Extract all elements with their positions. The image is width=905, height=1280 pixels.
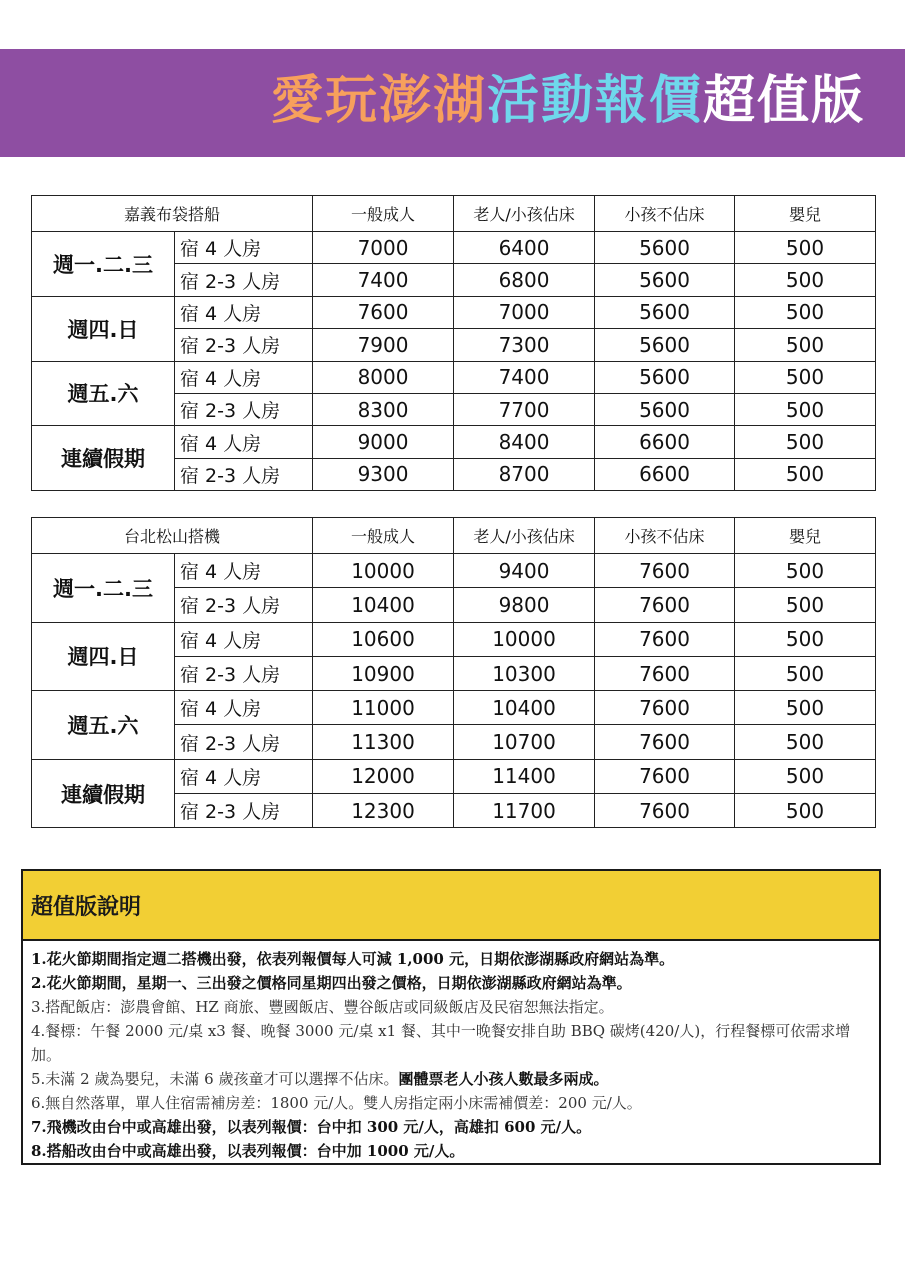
day-label: 週一.二.三 [32, 554, 175, 623]
table-row [32, 426, 876, 458]
note-item [31, 995, 871, 1019]
price-cell: 7900 [313, 329, 454, 361]
price-cell: 8000 [313, 361, 454, 393]
price-cell: 8300 [313, 393, 454, 425]
price-cell: 10000 [313, 554, 454, 588]
column-header: 一般成人 [313, 518, 454, 554]
table-row [32, 759, 876, 793]
price-cell: 500 [735, 691, 876, 725]
room-type: 宿 2-3 人房 [175, 329, 313, 361]
price-cell: 11400 [454, 759, 595, 793]
price-cell: 7700 [454, 393, 595, 425]
room-type: 宿 2-3 人房 [175, 458, 313, 490]
price-cell: 500 [735, 329, 876, 361]
price-cell: 11700 [454, 794, 595, 828]
price-cell: 8400 [454, 426, 595, 458]
price-cell: 12000 [313, 759, 454, 793]
price-cell: 7600 [595, 588, 735, 622]
column-header: 老人/小孩佔床 [454, 518, 595, 554]
notes-header: 超值版說明 [23, 871, 879, 941]
price-cell: 7600 [595, 794, 735, 828]
table-row [32, 296, 876, 328]
price-cell: 5600 [595, 361, 735, 393]
price-cell: 6600 [595, 426, 735, 458]
note-item [31, 1091, 871, 1115]
day-label: 週五.六 [32, 691, 175, 760]
price-cell: 11000 [313, 691, 454, 725]
title-part-3: 超值版 [702, 71, 865, 131]
price-cell: 10400 [454, 691, 595, 725]
price-cell: 7400 [313, 264, 454, 296]
price-cell: 10400 [313, 588, 454, 622]
price-cell: 10300 [454, 656, 595, 690]
column-header: 小孩不佔床 [595, 518, 735, 554]
room-type: 宿 2-3 人房 [175, 725, 313, 759]
room-type: 宿 4 人房 [175, 361, 313, 393]
room-type: 宿 4 人房 [175, 759, 313, 793]
page-title [271, 69, 865, 133]
column-header: 嬰兒 [735, 518, 876, 554]
table-header-row [32, 518, 876, 554]
price-cell: 12300 [313, 794, 454, 828]
room-type: 宿 2-3 人房 [175, 588, 313, 622]
price-cell: 10000 [454, 622, 595, 656]
price-cell: 10700 [454, 725, 595, 759]
table-row [32, 691, 876, 725]
day-label: 連續假期 [32, 759, 175, 828]
room-type: 宿 2-3 人房 [175, 393, 313, 425]
room-type: 宿 4 人房 [175, 554, 313, 588]
room-type: 宿 4 人房 [175, 232, 313, 264]
note-item [31, 1139, 871, 1163]
room-type: 宿 4 人房 [175, 426, 313, 458]
price-table-chiayi-boat [31, 195, 876, 491]
price-cell: 6400 [454, 232, 595, 264]
price-cell: 7300 [454, 329, 595, 361]
day-label: 週五.六 [32, 361, 175, 426]
note-item [31, 947, 871, 971]
price-cell: 5600 [595, 232, 735, 264]
column-header: 一般成人 [313, 196, 454, 232]
table-title: 嘉義布袋搭船 [32, 196, 313, 232]
price-cell: 7600 [595, 759, 735, 793]
note-item [31, 1067, 871, 1091]
room-type: 宿 4 人房 [175, 691, 313, 725]
notes-box [21, 869, 881, 1165]
title-part-1: 愛玩澎湖 [270, 71, 487, 131]
title-banner [0, 49, 905, 157]
price-cell: 500 [735, 426, 876, 458]
day-label: 週四.日 [32, 622, 175, 691]
table-title: 台北松山搭機 [32, 518, 313, 554]
notes-list [23, 941, 879, 1163]
price-cell: 500 [735, 393, 876, 425]
price-cell: 6800 [454, 264, 595, 296]
price-cell: 10900 [313, 656, 454, 690]
room-type: 宿 2-3 人房 [175, 264, 313, 296]
note-text: 4.餐標：午餐 2000 元/桌 x3 餐、晚餐 3000 元/桌 x1 餐、其中一晚餐安排自助 BBQ 碳烤(420/人)，行程餐標可依需求增加。 [31, 1022, 851, 1064]
price-cell: 500 [735, 458, 876, 490]
table-row [32, 622, 876, 656]
note-item [31, 1019, 871, 1067]
price-cell: 500 [735, 232, 876, 264]
price-cell: 7400 [454, 361, 595, 393]
price-cell: 7600 [595, 554, 735, 588]
price-cell: 6600 [595, 458, 735, 490]
price-cell: 500 [735, 794, 876, 828]
note-item [31, 971, 871, 995]
day-label: 週一.二.三 [32, 232, 175, 297]
price-cell: 500 [735, 759, 876, 793]
price-cell: 9000 [313, 426, 454, 458]
note-text: 6.無自然落單，單人住宿需補房差：1800 元/人。雙人房指定兩小床需補價差：200 元/人。 [31, 1094, 642, 1112]
note-text: 8.搭船改由台中或高雄出發，以表列報價：台中加 1000 元/人。 [31, 1142, 465, 1160]
price-cell: 500 [735, 725, 876, 759]
price-cell: 500 [735, 296, 876, 328]
title-part-2: 活動報價 [486, 71, 703, 131]
column-header: 老人/小孩佔床 [454, 196, 595, 232]
room-type: 宿 4 人房 [175, 622, 313, 656]
price-cell: 5600 [595, 296, 735, 328]
price-cell: 500 [735, 361, 876, 393]
price-cell: 500 [735, 588, 876, 622]
room-type: 宿 2-3 人房 [175, 794, 313, 828]
room-type: 宿 4 人房 [175, 296, 313, 328]
day-label: 連續假期 [32, 426, 175, 491]
note-text: 5.未滿 2 歲為嬰兒，未滿 6 歲孩童才可以選擇不佔床。 [31, 1070, 399, 1088]
note-text: 2.花火節期間，星期一、三出發之價格同星期四出發之價格，日期依澎湖縣政府網站為準。 [31, 974, 632, 992]
price-cell: 8700 [454, 458, 595, 490]
note-text: 7.飛機改由台中或高雄出發，以表列報價：台中扣 300 元/人，高雄扣 600 元/人。 [31, 1118, 592, 1136]
price-cell: 7600 [313, 296, 454, 328]
table-row [32, 232, 876, 264]
price-cell: 500 [735, 622, 876, 656]
price-cell: 7000 [313, 232, 454, 264]
table-header-row [32, 196, 876, 232]
note-emphasis: 團體票老人小孩人數最多兩成。 [398, 1070, 609, 1088]
price-cell: 10600 [313, 622, 454, 656]
price-cell: 5600 [595, 264, 735, 296]
price-cell: 7600 [595, 725, 735, 759]
price-cell: 500 [735, 656, 876, 690]
price-cell: 500 [735, 554, 876, 588]
table-row [32, 554, 876, 588]
room-type: 宿 2-3 人房 [175, 656, 313, 690]
price-cell: 9800 [454, 588, 595, 622]
price-cell: 7600 [595, 656, 735, 690]
note-item [31, 1115, 871, 1139]
price-cell: 5600 [595, 393, 735, 425]
price-cell: 11300 [313, 725, 454, 759]
price-cell: 7600 [595, 691, 735, 725]
price-table-taipei-flight [31, 517, 876, 828]
note-text: 1.花火節期間指定週二搭機出發，依表列報價每人可減 1,000 元，日期依澎湖縣政府網站為準。 [31, 950, 675, 968]
day-label: 週四.日 [32, 296, 175, 361]
price-cell: 7600 [595, 622, 735, 656]
price-cell: 9400 [454, 554, 595, 588]
price-cell: 5600 [595, 329, 735, 361]
column-header: 嬰兒 [735, 196, 876, 232]
price-cell: 500 [735, 264, 876, 296]
table-row [32, 361, 876, 393]
column-header: 小孩不佔床 [595, 196, 735, 232]
price-cell: 9300 [313, 458, 454, 490]
price-cell: 7000 [454, 296, 595, 328]
note-text: 3.搭配飯店：澎農會館、HZ 商旅、豐國飯店、豐谷飯店或同級飯店及民宿恕無法指定。 [31, 998, 614, 1016]
